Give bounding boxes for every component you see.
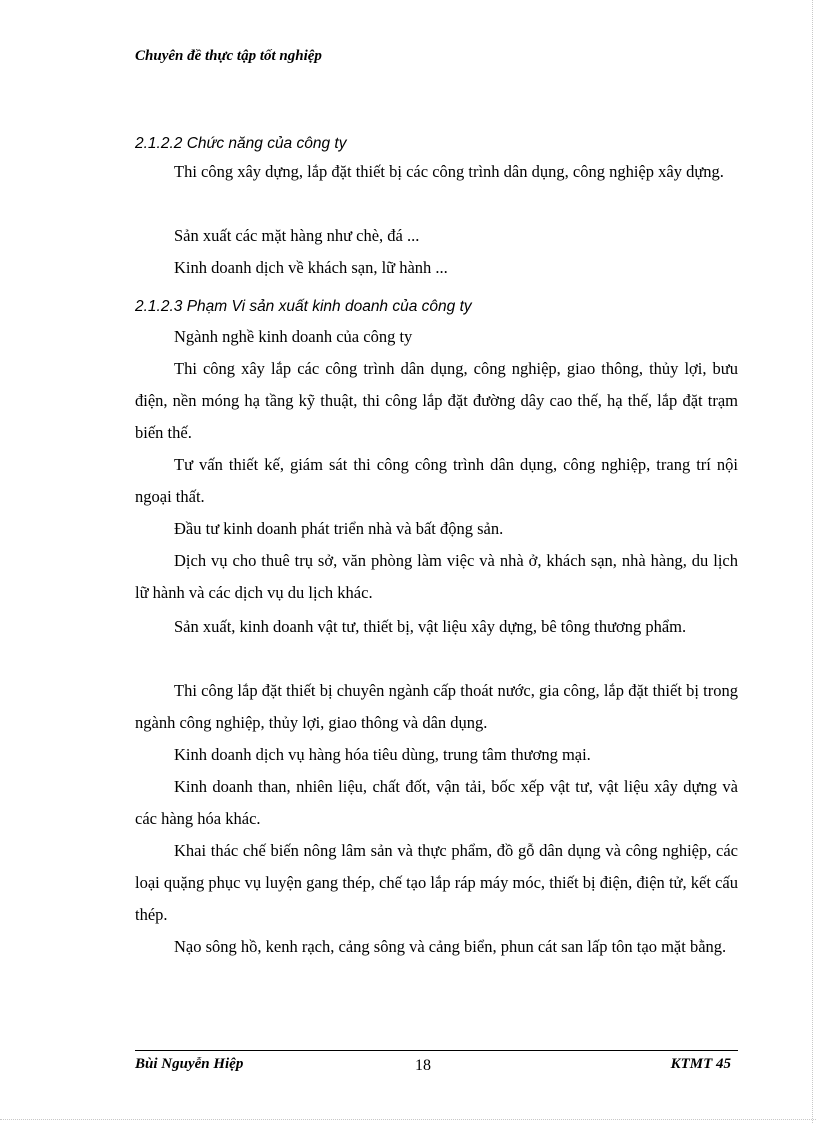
footer-rule [135,1050,738,1051]
paragraph: Khai thác chế biến nông lâm sản và thực phẩm, đồ gỗ dân dụng và công nghiệp, các loại quặng phục vụ luyện gang thép, chế tạo lắp ráp máy móc, thiết bị điện, điện tử, kết cấu thép. [135,841,738,924]
footer-author: Bùi Nguyễn Hiệp [135,1056,244,1072]
section-heading-functions: 2.1.2.2 Chức năng của công ty [135,135,347,152]
paragraph: Dịch vụ cho thuê trụ sở, văn phòng làm việc và nhà ở, khách sạn, nhà hàng, du lịch lữ hành và các dịch vụ du lịch khác. [135,551,738,602]
section-heading-scope: 2.1.2.3 Phạm Vi sản xuất kinh doanh của công ty [135,298,472,315]
footer-class-code: KTMT 45 [670,1056,731,1072]
paragraph: Nạo sông hồ, kenh rạch, cảng sông và cảng biển, phun cát san lấp tôn tạo mặt bằng. [174,937,727,956]
page-bottom-border [0,1119,816,1120]
paragraph: Thi công xây lắp các công trình dân dụng, công nghiệp, giao thông, thủy lợi, bưu điện, nền móng hạ tầng kỹ thuật, thi công lắp đặt đường dây cao thế, hạ thế, lắp đặt trạm biến thế. [135,359,738,442]
page-right-border [812,0,813,1123]
paragraph: Kinh doanh dịch vụ hàng hóa tiêu dùng, trung tâm thương mại. [174,745,591,764]
paragraph: Thi công lắp đặt thiết bị chuyên ngành cấp thoát nước, gia công, lắp đặt thiết bị trong ngành công nghiệp, thủy lợi, giao thông và dân dụng. [135,681,738,732]
header-title: Chuyên đề thực tập tốt nghiệp [135,48,322,64]
paragraph: Sản xuất, kinh doanh vật tư, thiết bị, vật liệu xây dựng, bê tông thương phẩm. [174,617,687,636]
paragraph: Tư vấn thiết kế, giám sát thi công công trình dân dụng, công nghiệp, trang trí nội ngoại thất. [135,455,738,506]
page-number: 18 [415,1057,431,1074]
paragraph: Kinh doanh dịch về khách sạn, lữ hành ... [174,258,448,277]
paragraph: Sản xuất các mặt hàng như chè, đá ... [174,226,420,245]
paragraph: Đầu tư kinh doanh phát triển nhà và bất động sản. [174,519,504,538]
paragraph: Ngành nghề kinh doanh của công ty [174,327,413,346]
paragraph: Thi công xây dựng, lắp đặt thiết bị các công trình dân dụng, công nghiệp xây dựng. [174,162,724,181]
paragraph: Kinh doanh than, nhiên liệu, chất đốt, vận tải, bốc xếp vật tư, vật liệu xây dựng và các hàng hóa khác. [135,777,738,828]
